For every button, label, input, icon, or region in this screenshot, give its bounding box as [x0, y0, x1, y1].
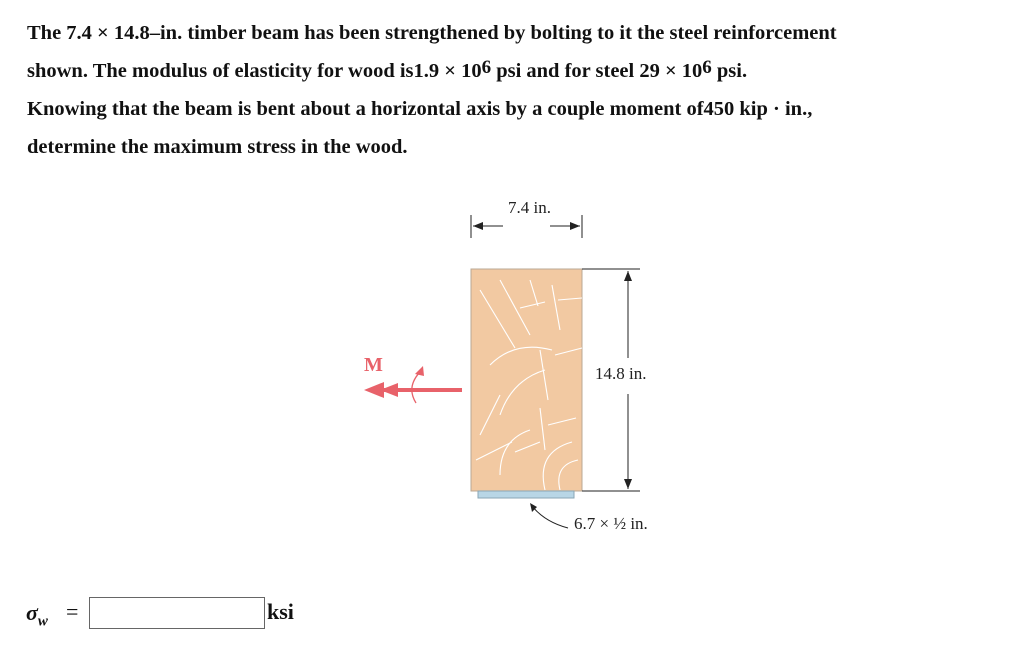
beam-figure	[340, 190, 700, 550]
width-label: 7.4 in.	[508, 198, 551, 217]
plate-label: 6.7 × ½ in.	[574, 514, 648, 533]
problem-line-4: determine the maximum stress in the wood.	[27, 136, 408, 158]
problem-line-2a: shown. The modulus of elasticity for wood is1.9 × 10	[27, 60, 482, 82]
problem-statement	[27, 14, 1017, 166]
moment-rotation-arrowhead	[415, 366, 424, 376]
sigma-letter: σ	[26, 600, 38, 625]
height-arrowhead-top	[624, 271, 632, 281]
moment-label: M	[364, 354, 383, 376]
width-arrowhead-left	[473, 222, 483, 230]
equals-sign: =	[66, 599, 79, 624]
sigma-subscript: w	[37, 613, 48, 630]
height-arrowhead-bottom	[624, 479, 632, 489]
unit-label: ksi	[267, 599, 294, 624]
width-arrowhead-right	[570, 222, 580, 230]
problem-line-2b: psi and for steel 29 × 10	[491, 60, 703, 82]
exponent-wood: 6	[481, 57, 492, 78]
plate-leader-line	[532, 506, 568, 528]
problem-line-3: Knowing that the beam is bent about a horizontal axis by a couple moment of450 kip · in.,	[27, 98, 813, 120]
problem-line-1: The 7.4 × 14.8–in. timber beam has been strengthened by bolting to it the steel reinforcement	[27, 22, 837, 44]
answer-input[interactable]	[89, 597, 265, 629]
answer-row	[26, 594, 326, 634]
sigma-symbol	[26, 600, 48, 630]
exponent-steel: 6	[702, 57, 712, 78]
steel-plate	[478, 491, 574, 498]
moment-rotation-arc	[412, 372, 420, 403]
problem-line-2c: psi.	[711, 60, 748, 82]
height-label: 14.8 in.	[595, 364, 647, 383]
